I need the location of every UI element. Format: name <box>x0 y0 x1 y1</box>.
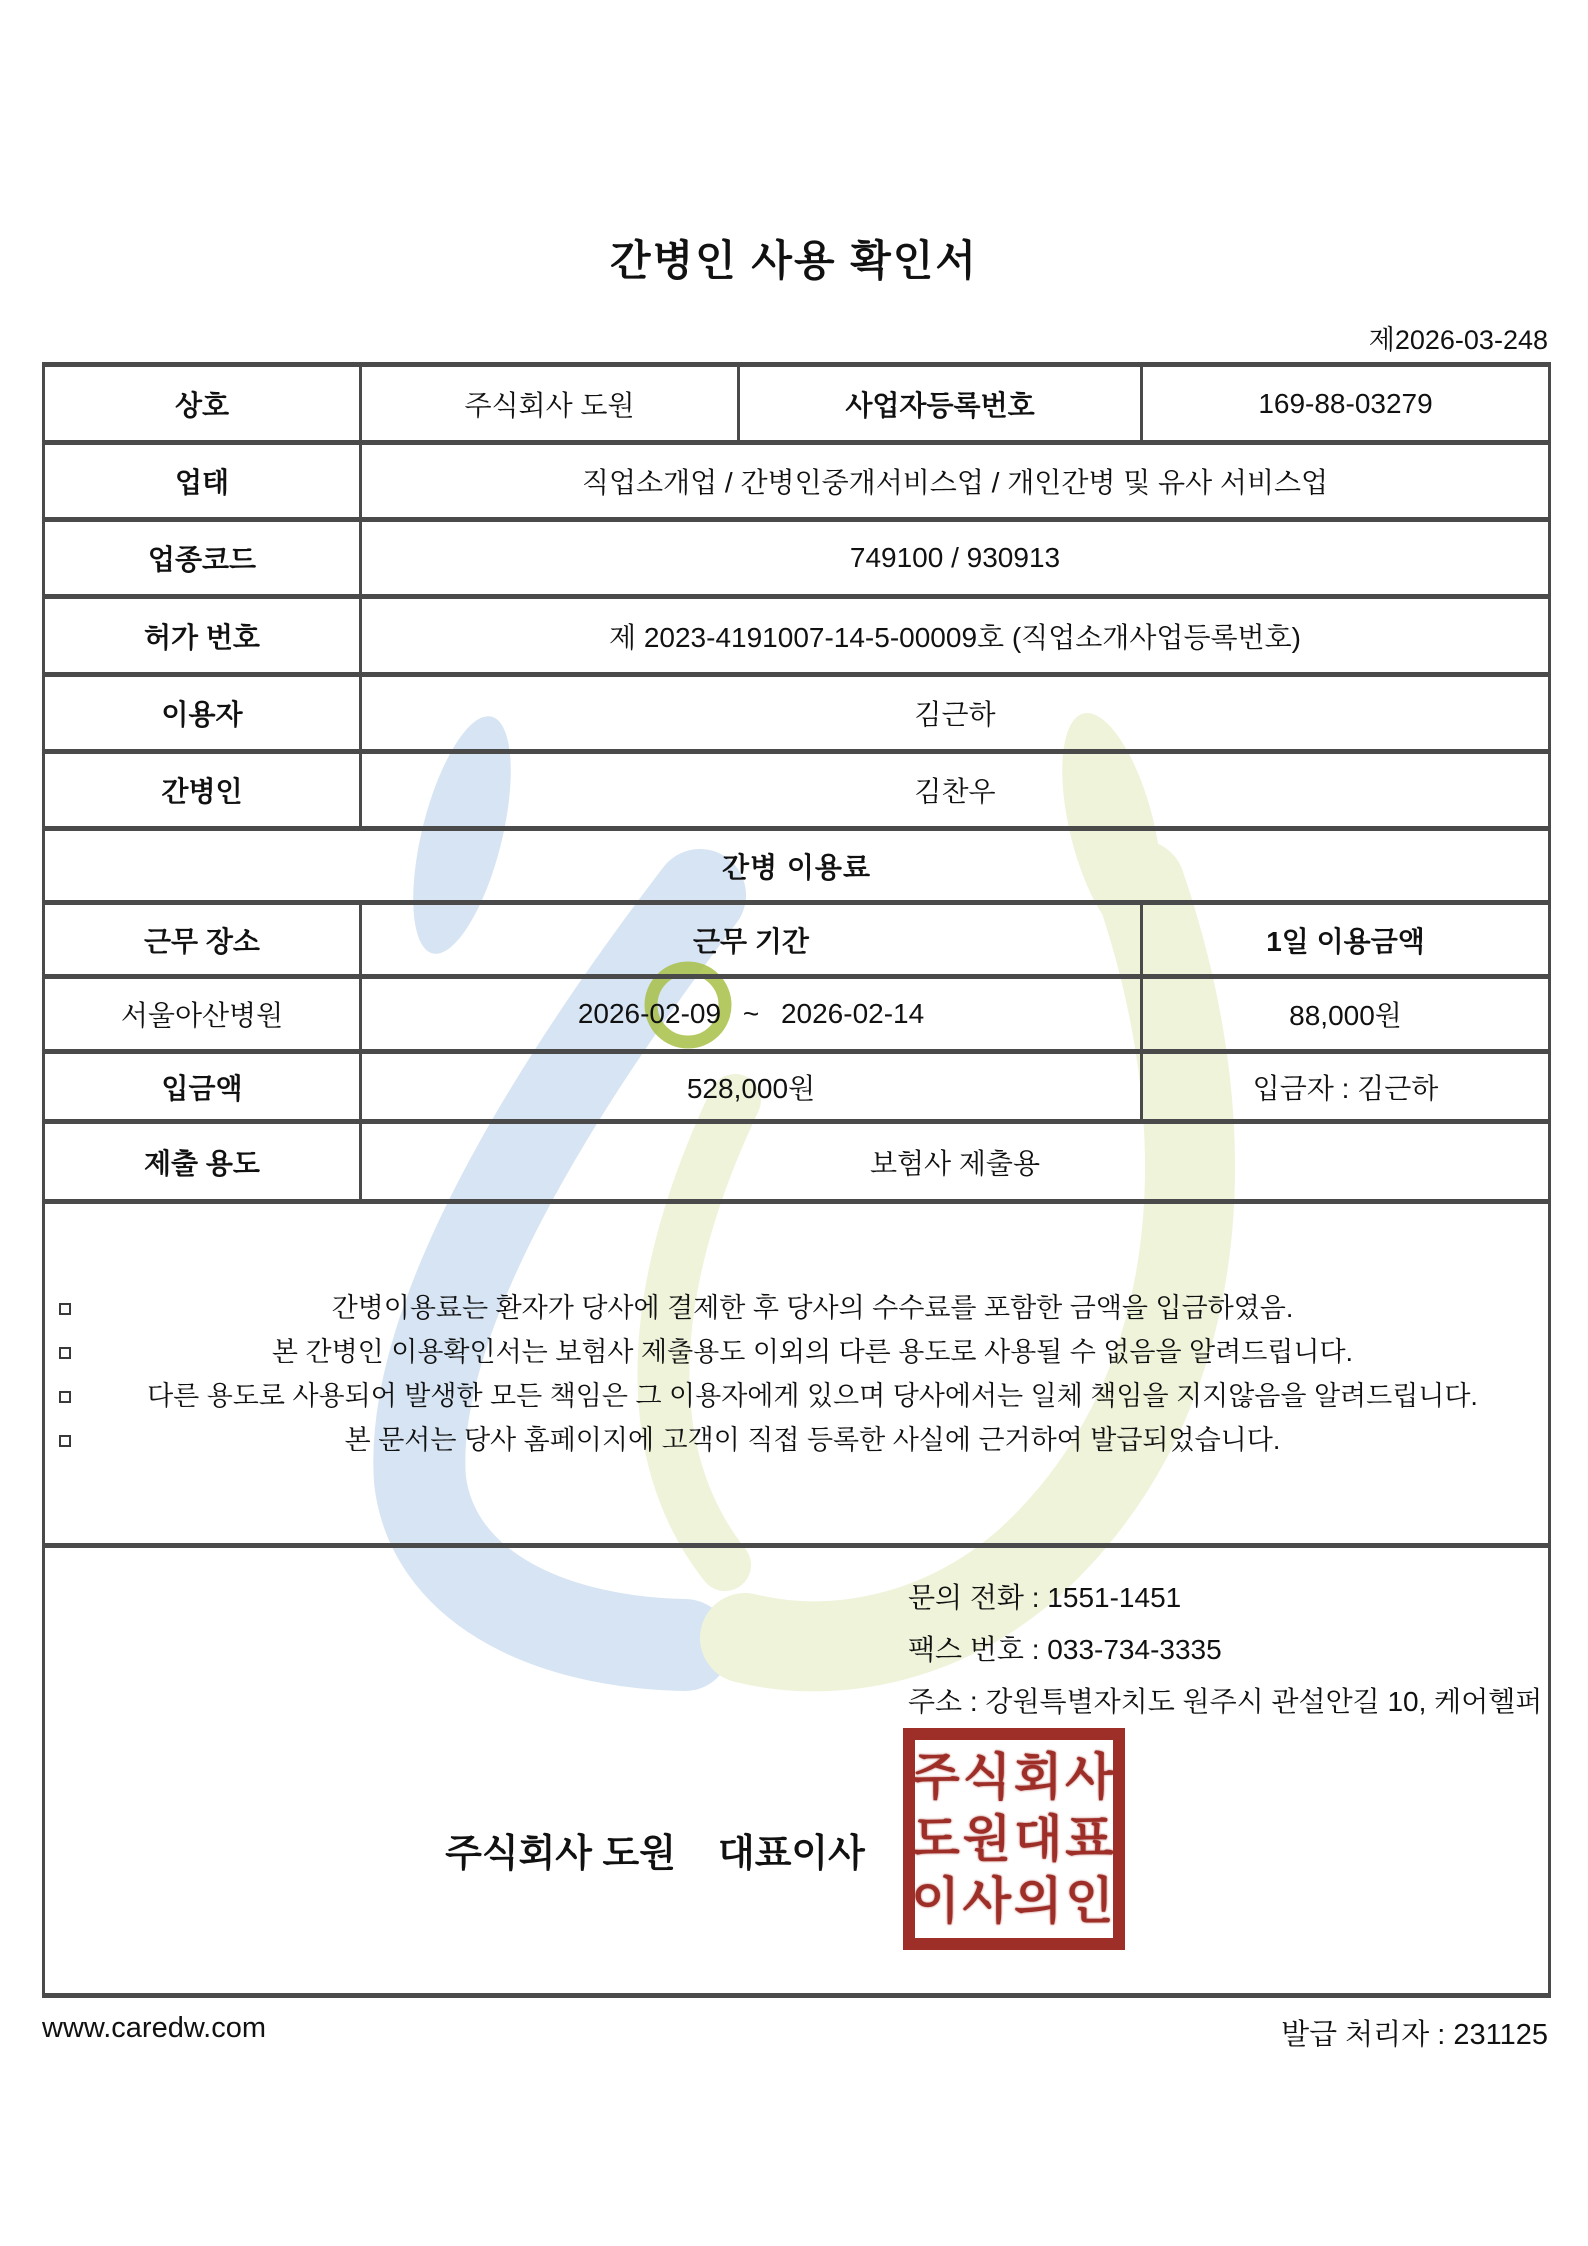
work-period-label: 근무 기간 <box>361 903 1142 977</box>
fee-values-row <box>44 977 1550 1052</box>
purpose-value: 보험사 제출용 <box>361 1122 1550 1202</box>
company-value: 주식회사 도원 <box>361 365 739 443</box>
caregiver-value: 김찬우 <box>361 752 1550 829</box>
company-seal-stamp <box>903 1728 1125 1950</box>
contact-fax: 팩스 번호 : 033-734-3335 <box>908 1634 1222 1665</box>
note-text: 본 간병인 이용확인서는 보험사 제출용도 이외의 다른 용도로 사용될 수 없음을 알려드립니다. <box>271 1336 1354 1367</box>
deposit-row <box>44 1052 1550 1122</box>
depositor-value: : 김근하 <box>1341 1072 1439 1104</box>
table-row <box>44 520 1550 597</box>
signature-company: 주식회사 도원 <box>445 1833 676 1875</box>
square-bullet-icon <box>59 1303 71 1315</box>
square-bullet-icon <box>59 1391 71 1403</box>
table-row <box>44 365 1550 443</box>
fee-section-title: 간병 이용료 <box>44 829 1550 903</box>
issuer-id: 발급 처리자 : 231125 <box>1281 2019 1548 2051</box>
note-line <box>53 1330 1540 1374</box>
deposit-value: 528,000원 <box>361 1052 1142 1122</box>
square-bullet-icon <box>59 1435 71 1447</box>
seal-text-line: 주식회사 <box>911 1747 1117 1806</box>
contact-block <box>908 1572 1542 1728</box>
deposit-label: 입금액 <box>44 1052 361 1122</box>
table-row <box>44 597 1550 675</box>
notes-cell <box>44 1202 1550 1546</box>
website-url: www.caredw.com <box>42 2012 267 2044</box>
daily-fee-value: 88,000원 <box>1142 977 1550 1052</box>
page-title: 간병인 사용 확인서 <box>610 237 978 284</box>
seal-text-line: 도원대표 <box>911 1809 1117 1868</box>
biz-reg-label: 사업자등록번호 <box>739 365 1142 443</box>
daily-fee-label: 1일 이용금액 <box>1142 903 1550 977</box>
fee-columns-row <box>44 903 1550 977</box>
industry-code-value: 749100 / 930913 <box>361 520 1550 597</box>
depositor-cell <box>1142 1052 1550 1122</box>
permit-label: 허가 번호 <box>44 597 361 675</box>
signature-title: 대표이사 <box>717 1833 865 1875</box>
footer-row <box>44 1546 1550 1996</box>
contact-phone: 문의 전화 : 1551-1451 <box>908 1582 1182 1613</box>
caregiver-label: 간병인 <box>44 752 361 829</box>
note-line <box>53 1418 1540 1462</box>
fee-section-header-row <box>44 829 1550 903</box>
seal-text-line: 이사의인 <box>911 1871 1117 1930</box>
table-row <box>44 675 1550 752</box>
biz-type-value: 직업소개업 / 간병인중개서비스업 / 개인간병 및 유사 서비스업 <box>361 443 1550 520</box>
work-place-label: 근무 장소 <box>44 903 361 977</box>
permit-value: 제 2023-4191007-14-5-00009호 (직업소개사업등록번호) <box>361 597 1550 675</box>
square-bullet-icon <box>59 1347 71 1359</box>
document-number: 제2026-03-248 <box>1368 325 1548 355</box>
purpose-label: 제출 용도 <box>44 1122 361 1202</box>
work-place-value: 서울아산병원 <box>44 977 361 1052</box>
user-label: 이용자 <box>44 675 361 752</box>
note-text: 다른 용도로 사용되어 발생한 모든 책임은 그 이용자에게 있으며 당사에서는 일체 책임을 지지않음을 알려드립니다. <box>147 1380 1478 1411</box>
depositor-label: 입금자 <box>1252 1072 1334 1104</box>
note-text: 간병이용료는 환자가 당사에 결제한 후 당사의 수수료를 포함한 금액을 입금하였음. <box>331 1292 1294 1323</box>
table-row <box>44 443 1550 520</box>
footer-cell <box>44 1546 1550 1996</box>
company-label: 상호 <box>44 365 361 443</box>
contact-address: 주소 : 강원특별자치도 원주시 관설안길 10, 케어헬퍼 <box>908 1686 1543 1717</box>
user-value: 김근하 <box>361 675 1550 752</box>
note-line <box>53 1286 1540 1330</box>
biz-reg-value: 169-88-03279 <box>1142 365 1550 443</box>
purpose-row <box>44 1122 1550 1202</box>
biz-type-label: 업태 <box>44 443 361 520</box>
note-text: 본 문서는 당사 홈페이지에 고객이 직접 등록한 사실에 근거하여 발급되었습니다. <box>344 1424 1281 1455</box>
work-period-value: 2026-02-09 ~ 2026-02-14 <box>361 977 1142 1052</box>
note-line <box>53 1374 1540 1418</box>
notes-row <box>44 1202 1550 1546</box>
table-row <box>44 752 1550 829</box>
industry-code-label: 업종코드 <box>44 520 361 597</box>
confirmation-table <box>42 362 1551 1998</box>
